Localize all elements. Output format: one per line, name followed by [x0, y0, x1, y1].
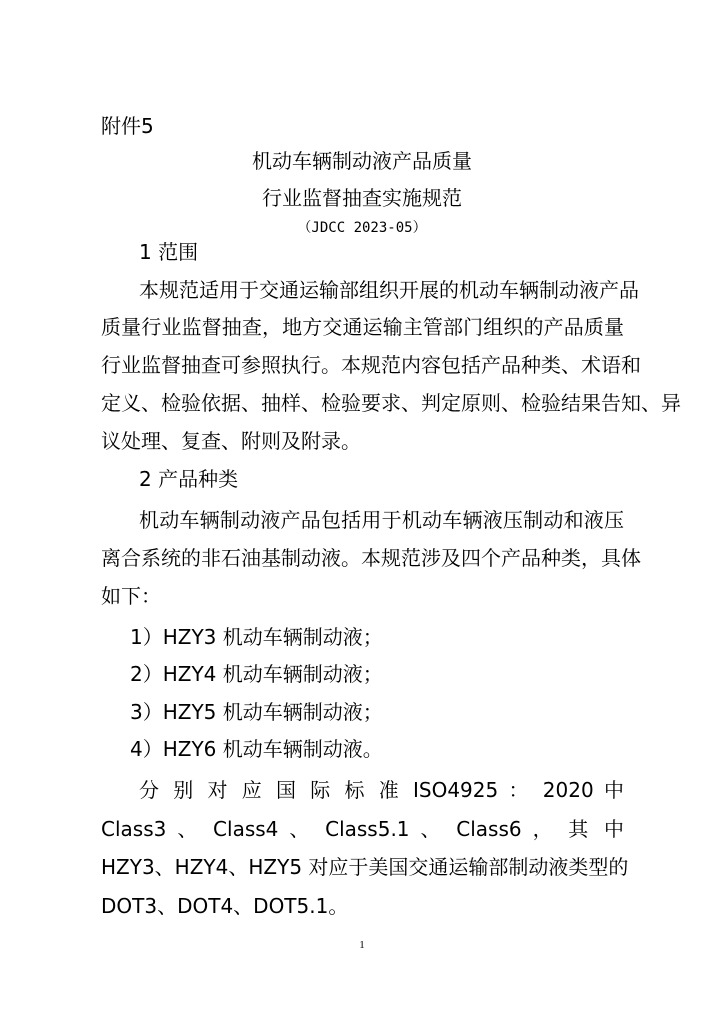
section-2-tail-line: Class3 、 Class4 、 Class5.1 、 Class6 ， 其 中	[101, 817, 624, 841]
attachment-label: 附件5	[101, 114, 154, 138]
section-2-line: 如下：	[101, 584, 161, 608]
list-item: 4）HZY6 机动车辆制动液。	[130, 737, 383, 761]
section-2-line: 机动车辆制动液产品包括用于机动车辆液压制动和液压	[139, 508, 624, 532]
page-number: 1	[359, 939, 365, 951]
title-line-2: 行业监督抽查实施规范	[262, 186, 462, 210]
section-1-line: 本规范适用于交通运输部组织开展的机动车辆制动液产品	[139, 278, 639, 302]
section-2-heading: 2 产品种类	[139, 467, 239, 491]
list-item: 1）HZY3 机动车辆制动液；	[130, 625, 383, 649]
section-2-tail-line: HZY3、HZY4、HZY5 对应于美国交通运输部制动液类型的	[101, 855, 629, 879]
section-1-heading: 1 范围	[139, 240, 199, 264]
section-1-line: 行业监督抽查可参照执行。本规范内容包括产品种类、术语和	[101, 353, 641, 377]
standard-code: （JDCC 2023-05）	[297, 220, 427, 236]
section-1-line: 议处理、复查、附则及附录。	[101, 429, 361, 453]
list-item: 3）HZY5 机动车辆制动液；	[130, 700, 383, 724]
list-item: 2）HZY4 机动车辆制动液；	[130, 662, 383, 686]
title-line-1: 机动车辆制动液产品质量	[252, 149, 472, 173]
section-2-line: 离合系统的非石油基制动液。本规范涉及四个产品种类，具体	[101, 546, 641, 570]
section-2-tail-line: DOT3、DOT4、DOT5.1。	[101, 894, 349, 918]
section-1-line: 质量行业监督抽查，地方交通运输主管部门组织的产品质量	[101, 315, 624, 339]
section-1-line: 定义、检验依据、抽样、检验要求、判定原则、检验结果告知、异	[101, 391, 681, 415]
section-2-tail-line: 分 别 对 应 国 际 标 准 ISO4925 ： 2020 中	[139, 778, 624, 802]
